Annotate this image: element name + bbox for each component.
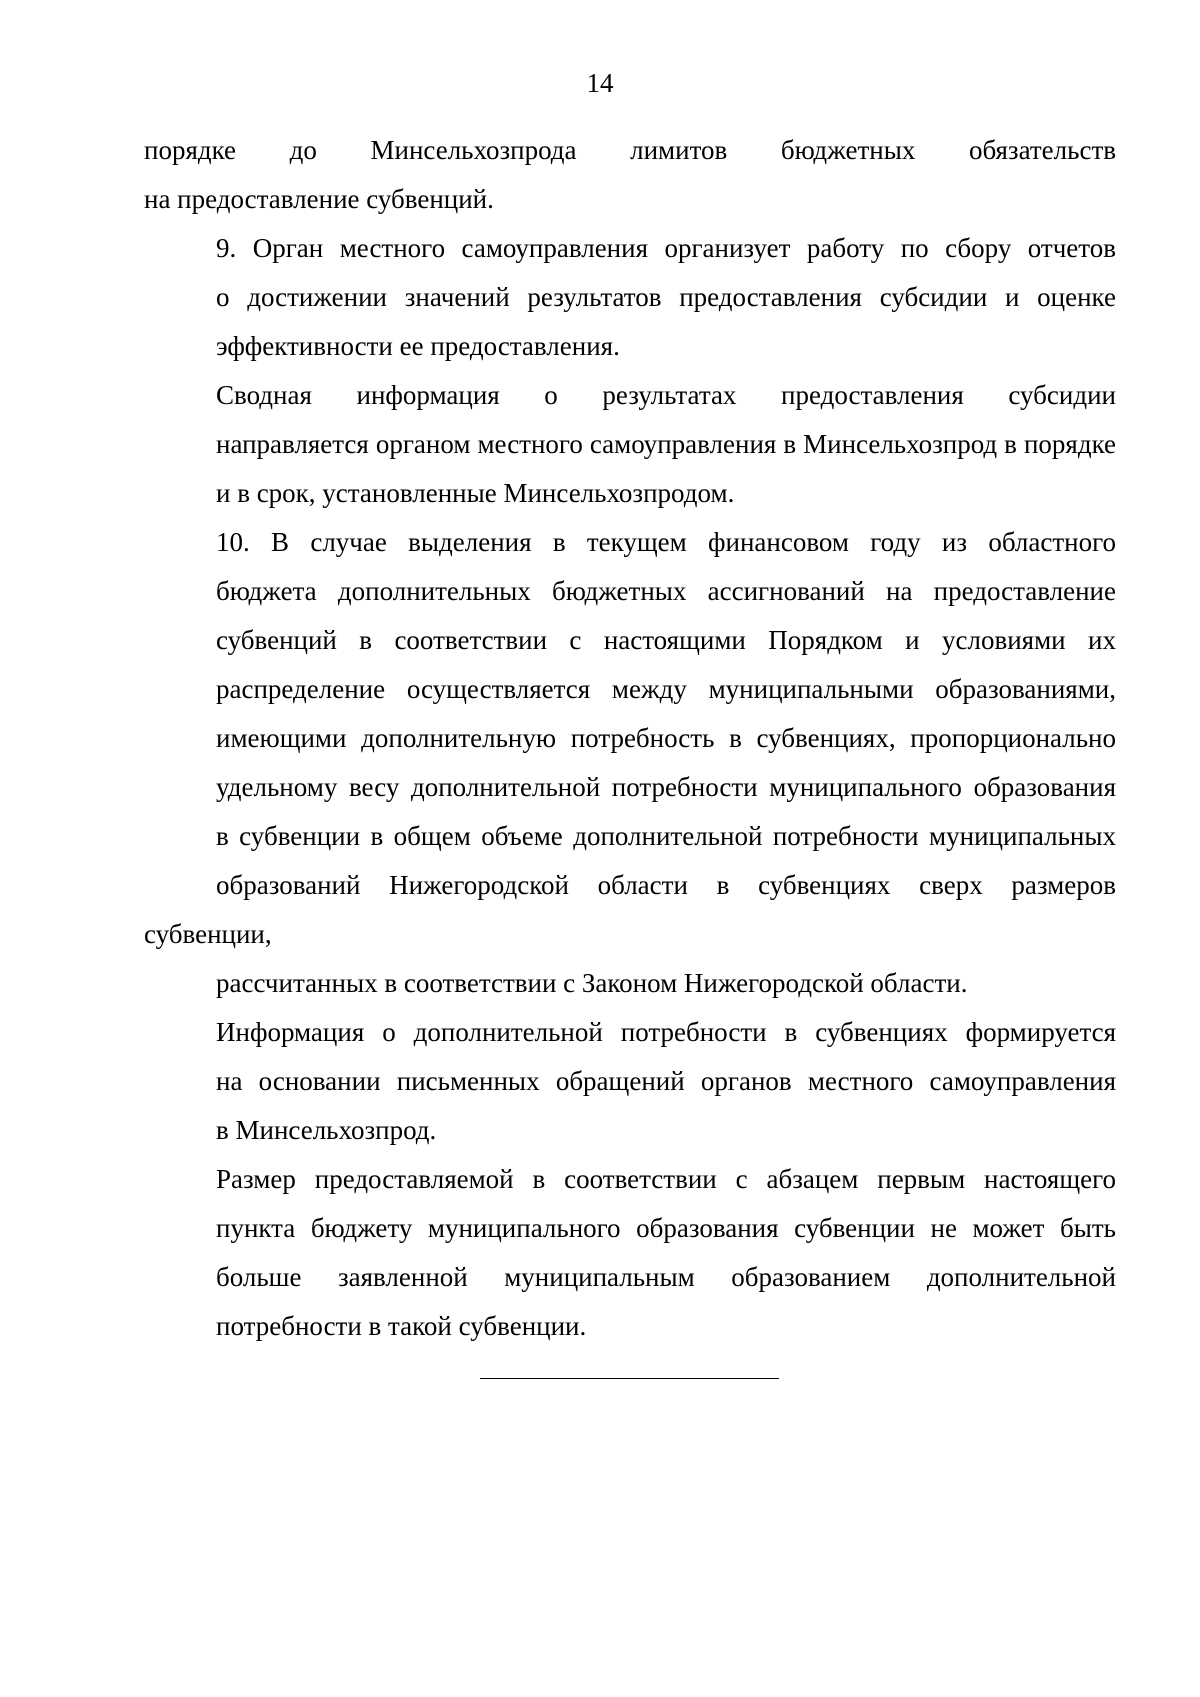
text-line: распределение осуществляется между муниципальными образованиями, <box>216 674 1116 704</box>
paragraph-continuation <box>144 126 1116 224</box>
text-line: удельному весу дополнительной потребности муниципального образования <box>216 772 1116 802</box>
text-line: рассчитанных в соответствии с Законом Нижегородской области. <box>216 968 968 998</box>
text-line: потребности в такой субвенции. <box>216 1311 587 1341</box>
text-line: 9. Орган местного самоуправления организует работу по сбору отчетов <box>216 233 1116 263</box>
text-line: на предоставление субвенций. <box>144 184 494 214</box>
document-body <box>144 126 1116 1351</box>
end-of-document-rule <box>480 1378 779 1379</box>
paragraph-summary-info <box>144 371 1116 518</box>
text-line: о достижении значений результатов предоставления субсидии и оценке <box>216 282 1116 312</box>
text-line: пункта бюджету муниципального образования субвенции не может быть <box>216 1213 1116 1243</box>
text-line: эффективности ее предоставления. <box>216 331 620 361</box>
paragraph-additional-need-info <box>144 1008 1116 1155</box>
text-line: 10. В случае выделения в текущем финансовом году из областного <box>216 527 1116 557</box>
text-line: в субвенции в общем объеме дополнительной потребности муниципальных <box>216 821 1116 851</box>
page-number: 14 <box>586 68 614 98</box>
paragraph-item-10 <box>144 518 1116 1008</box>
text-line: Информация о дополнительной потребности в субвенциях формируется <box>216 1017 1116 1047</box>
paragraph-subvention-size <box>144 1155 1116 1351</box>
text-line: больше заявленной муниципальным образованием дополнительной <box>216 1262 1116 1292</box>
text-line: образований Нижегородской области в субвенциях сверх размеров субвенции, <box>144 870 1116 949</box>
text-line: в Минсельхозпрод. <box>216 1115 437 1145</box>
text-line: бюджета дополнительных бюджетных ассигнований на предоставление <box>216 576 1116 606</box>
text-line: на основании письменных обращений органов местного самоуправления <box>216 1066 1116 1096</box>
text-line: Размер предоставляемой в соответствии с абзацем первым настоящего <box>216 1164 1116 1194</box>
text-line: субвенций в соответствии с настоящими Порядком и условиями их <box>216 625 1116 655</box>
text-line: и в срок, установленные Минсельхозпродом. <box>216 478 735 508</box>
text-line: порядке до Минсельхозпрода лимитов бюджетных обязательств <box>144 135 1116 165</box>
text-line: направляется органом местного самоуправления в Минсельхозпрод в порядке <box>216 429 1116 459</box>
text-line: Сводная информация о результатах предоставления субсидии <box>216 380 1116 410</box>
text-line: имеющими дополнительную потребность в субвенциях, пропорционально <box>216 723 1116 753</box>
paragraph-item-9 <box>144 224 1116 371</box>
